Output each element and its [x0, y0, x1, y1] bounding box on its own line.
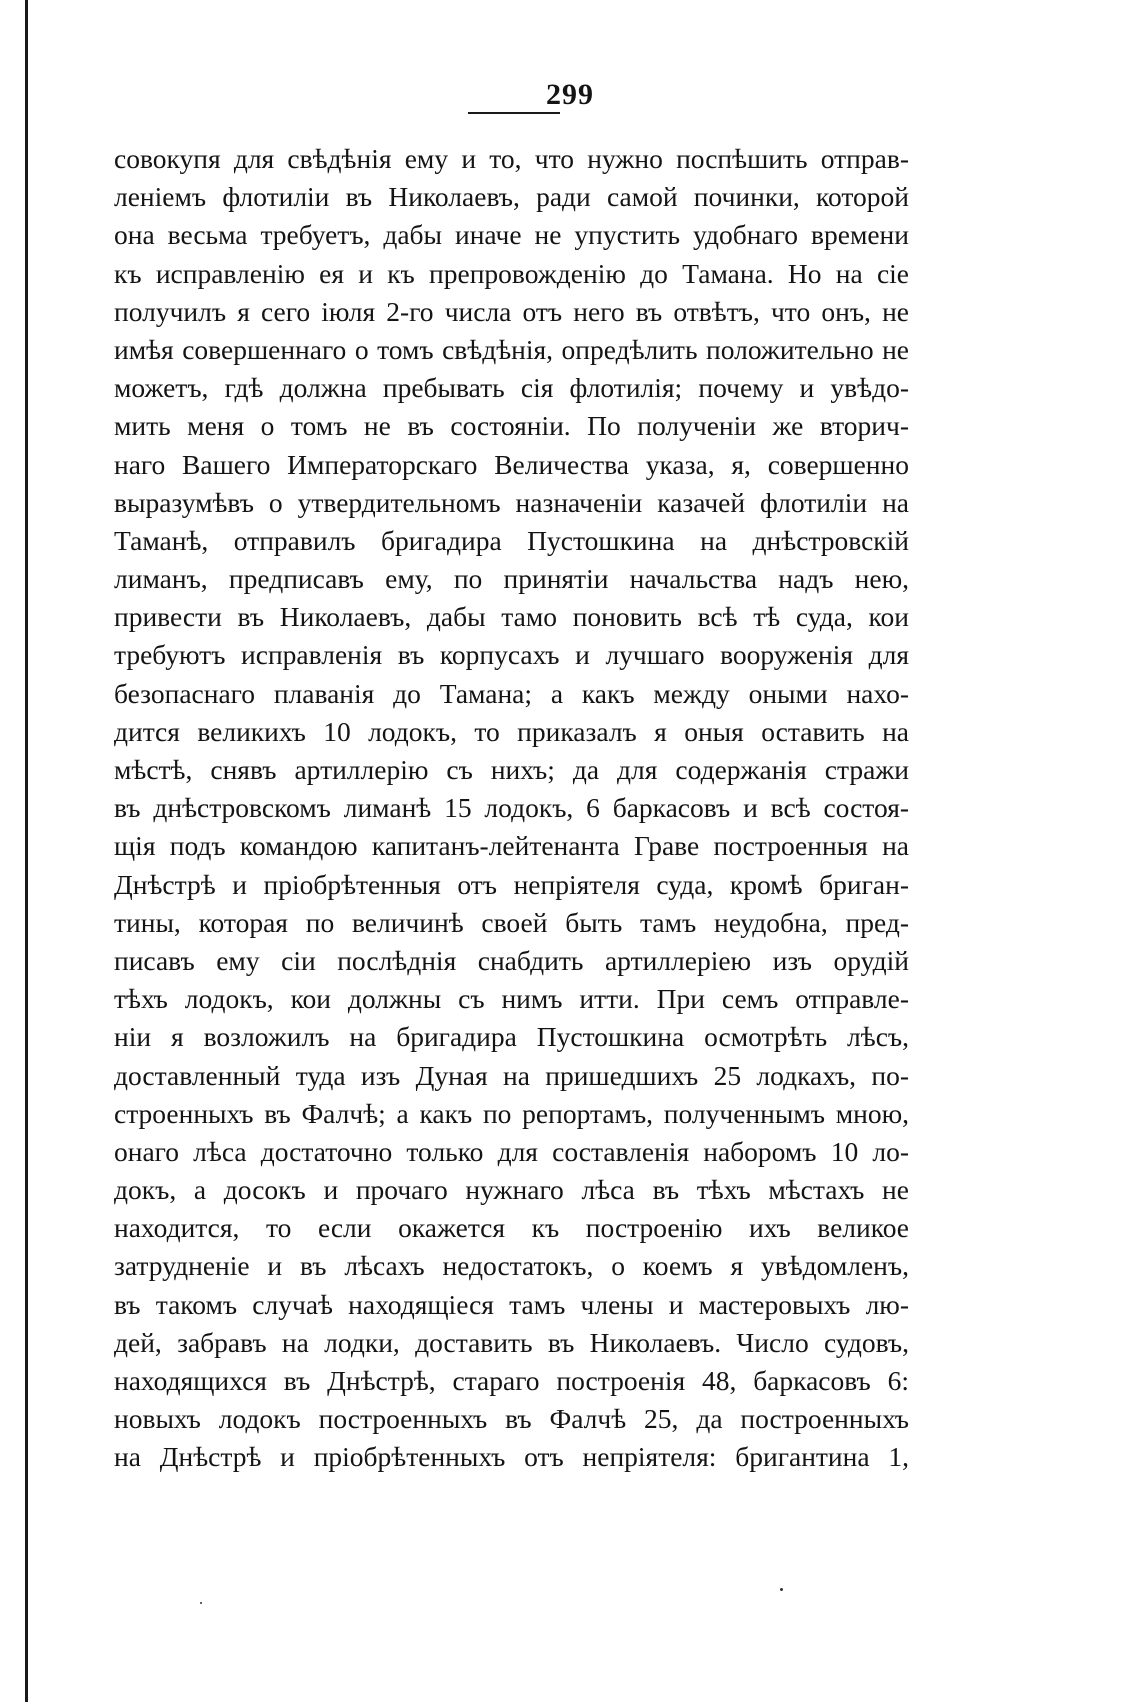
scan-speck — [200, 1602, 202, 1604]
text-line: на Днѣстрѣ и пріобрѣтенныхъ отъ непріятеля: бригантина 1, — [114, 1441, 909, 1473]
header-rule — [468, 112, 560, 114]
text-line: Таманѣ, отправилъ бригадира Пустошкина на днѣстровскій — [114, 524, 909, 556]
text-line: находится, то если окажется къ построенію ихъ великое — [114, 1212, 909, 1244]
text-line: имѣя совершеннаго о томъ свѣдѣнія, опредѣлить положительно не — [114, 333, 909, 365]
text-line: онаго лѣса достаточно только для составленія наборомъ 10 ло- — [114, 1135, 909, 1167]
text-line: новыхъ лодокъ построенныхъ въ Фалчѣ 25, да построенныхъ — [114, 1403, 909, 1435]
text-line: привести въ Николаевъ, дабы тамо поновить всѣ тѣ суда, кои — [114, 601, 909, 633]
text-line: писавъ ему сіи послѣднія снабдить артиллеріею изъ орудій — [114, 944, 909, 976]
text-line: къ исправленію ея и къ препровожденію до Тамана. Но на сіе — [114, 257, 909, 289]
text-line: строенныхъ въ Фалчѣ; а какъ по репортамъ, полученнымъ мною, — [114, 1097, 909, 1129]
text-line: выразумѣвъ о утвердительномъ назначеніи казачей флотиліи на — [114, 486, 909, 518]
text-line: мѣстѣ, снявъ артиллерію съ нихъ; да для содержанія стражи — [114, 754, 909, 785]
text-line: получилъ я сего іюля 2-го числа отъ него въ отвѣтъ, что онъ, не — [114, 295, 909, 327]
text-line: дится великихъ 10 лодокъ, то приказалъ я оныя оставить на — [114, 715, 909, 747]
text-line: дей, забравъ на лодки, доставить въ Николаевъ. Число судовъ, — [114, 1326, 909, 1358]
text-line: требуютъ исправленія въ корпусахъ и лучшаго вооруженія для — [114, 639, 909, 671]
text-line: въ такомъ случаѣ находящіеся тамъ члены и мастеровыхъ лю- — [114, 1288, 909, 1320]
scan-speck — [780, 1588, 783, 1591]
text-line: докъ, а досокъ и прочаго нужнаго лѣса въ тѣхъ мѣстахъ не — [114, 1174, 909, 1206]
text-line: мить меня о томъ не въ состояніи. По полученіи же вторич- — [114, 410, 909, 442]
text-line: доставленный туда изъ Дуная на пришедшихъ 25 лодкахъ, по- — [114, 1059, 909, 1091]
text-line: въ днѣстровскомъ лиманѣ 15 лодокъ, 6 баркасовъ и всѣ состоя- — [114, 792, 909, 824]
body-text — [114, 140, 909, 1477]
text-line: леніемъ флотиліи въ Николаевъ, ради самой починки, которой — [114, 181, 909, 213]
text-line: она весьма требуетъ, дабы иначе не упустить удобнаго времени — [114, 219, 909, 251]
text-line: безопаснаго плаванія до Тамана; а какъ между оными нахо- — [114, 677, 909, 709]
text-line: щія подъ командою капитанъ-лейтенанта Граве построенныя на — [114, 830, 909, 862]
text-line: тины, которая по величинѣ своей быть тамъ неудобна, пред- — [114, 906, 909, 938]
text-line: затрудненіе и въ лѣсахъ недостатокъ, о коемъ я увѣдомленъ, — [114, 1250, 909, 1282]
text-line: ніи я возложилъ на бригадира Пустошкина осмотрѣть лѣсъ, — [114, 1021, 909, 1053]
page-number: 299 — [546, 78, 594, 111]
text-line: совокупя для свѣдѣнія ему и то, что нужно поспѣшить отправ- — [114, 143, 909, 174]
text-line: Днѣстрѣ и пріобрѣтенныя отъ непріятеля суда, кромѣ бриган- — [114, 868, 909, 900]
text-line: находящихся въ Днѣстрѣ, стараго построенія 48, баркасовъ 6: — [114, 1365, 909, 1396]
text-line: можетъ, гдѣ должна пребывать сія флотилія; почему и увѣдо- — [114, 372, 909, 404]
page-edge-rule — [25, 0, 28, 1702]
text-line: лиманъ, предписавъ ему, по принятіи начальства надъ нею, — [114, 563, 909, 595]
text-line: тѣхъ лодокъ, кои должны съ нимъ итти. При семъ отправле- — [114, 983, 909, 1015]
text-line: наго Вашего Императорскаго Величества указа, я, совершенно — [114, 448, 909, 480]
